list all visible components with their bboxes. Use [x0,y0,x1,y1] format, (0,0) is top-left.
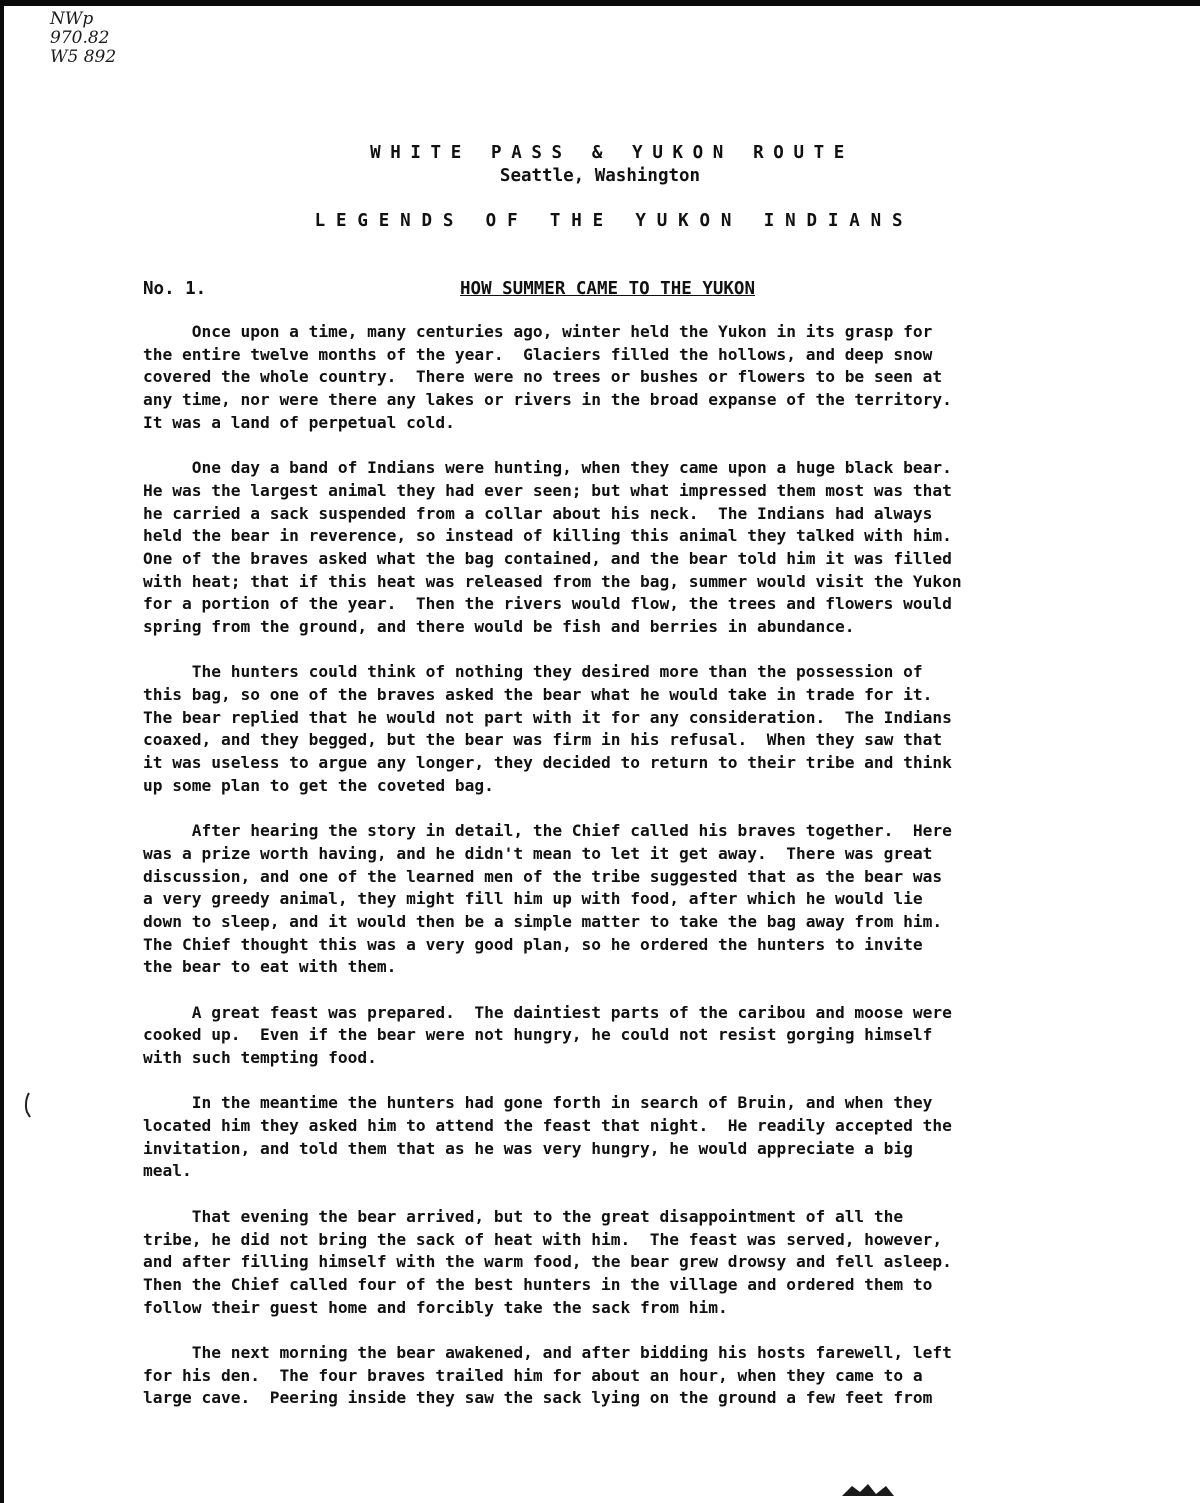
paragraph-6 [143,1092,1083,1183]
catalog-line-3: W5 892 [50,47,117,67]
text-line: The bear replied that he would not part with it for any consideration. The Indians [143,707,952,727]
scan-artifact-mark [24,1092,32,1118]
company-heading: WHITE PASS & YUKON ROUTE [370,143,854,163]
series-heading: LEGENDS OF THE YUKON INDIANS [314,211,914,231]
text-line: discussion, and one of the learned men of the tribe suggested that as the bear was [143,866,943,886]
text-line: the entire twelve months of the year. Glaciers filled the hollows, and deep snow [143,344,933,364]
text-line: with heat; that if this heat was released from the bag, summer would visit the Yukon [143,571,962,591]
text-line: a very greedy animal, they might fill him up with food, after which he would lie [143,889,923,909]
paragraph-2 [143,457,1083,639]
text-line: he carried a sack suspended from a collar about his neck. The Indians had always [143,503,933,523]
text-line: The Chief thought this was a very good plan, so he ordered the hunters to invite [143,934,923,954]
text-line: meal. [143,1161,192,1181]
text-line: He was the largest animal they had ever seen; but what impressed them most was that [143,480,952,500]
text-line: cooked up. Even if the bear were not hungry, he could not resist gorging himself [143,1025,933,1045]
text-line: held the bear in reverence, so instead of killing this animal they talked with him. [143,526,952,546]
scan-artifact-smudge [838,1480,898,1498]
text-line: for his den. The four braves trailed him for about an hour, when they came to a [143,1365,923,1385]
paragraph-3 [143,661,1083,797]
text-line: invitation, and told them that as he was very hungry, he would appreciate a big [143,1138,913,1158]
text-line: coaxed, and they begged, but the bear was firm in his refusal. When they saw that [143,730,943,750]
catalog-line-2: 970.82 [50,28,110,48]
text-line: The hunters could think of nothing they desired more than the possession of [143,662,923,682]
text-line: with such tempting food. [143,1048,377,1067]
scan-border-left [0,0,4,1503]
scan-border-top [0,0,1200,6]
text-line: up some plan to get the coveted bag. [143,775,494,795]
text-line: the bear to eat with them. [143,957,397,977]
text-line: any time, nor were there any lakes or rivers in the broad expanse of the territory. [143,390,952,410]
text-line: One day a band of Indians were hunting, when they came upon a huge black bear. [143,458,952,478]
city-heading: Seattle, Washington [499,166,701,186]
catalog-mark [50,10,116,67]
text-line: for a portion of the year. Then the rivers would flow, the trees and flowers would [143,594,952,614]
catalog-line-1: NWp [50,9,94,29]
text-line: this bag, so one of the braves asked the bear what he would take in trade for it. [143,685,933,704]
paragraph-5 [143,1002,1083,1070]
paragraph-8 [143,1342,1083,1410]
text-line: large cave. Peering inside they saw the sack lying on the ground a few feet from [143,1388,933,1408]
text-line: it was useless to argue any longer, they decided to return to their tribe and think [143,753,952,773]
text-line: was a prize worth having, and he didn't mean to let it get away. There was great [143,843,933,863]
text-line: Once upon a time, many centuries ago, winter held the Yukon in its grasp for [143,322,933,341]
story-number: No. 1. [143,279,207,299]
story-body [143,321,1083,1433]
paragraph-4 [143,820,1083,979]
text-line: After hearing the story in detail, the Chief called his braves together. Here [143,821,952,841]
story-title: HOW SUMMER CAME TO THE YUKON [460,279,756,299]
text-line: A great feast was prepared. The daintiest parts of the caribou and moose were [143,1002,952,1022]
text-line: spring from the ground, and there would be fish and berries in abundance. [143,616,855,636]
text-line: In the meantime the hunters had gone forth in search of Bruin, and when they [143,1093,933,1113]
text-line: That evening the bear arrived, but to the great disappointment of all the [143,1206,904,1226]
text-line: One of the braves asked what the bag contained, and the bear told him it was filled [143,548,952,568]
text-line: It was a land of perpetual cold. [143,412,455,432]
text-line: covered the whole country. There were no trees or bushes or flowers to be seen at [143,367,943,387]
text-line: and after filling himself with the warm food, the bear grew drowsy and fell asleep. [143,1252,952,1272]
paragraph-7 [143,1206,1083,1319]
text-line: Then the Chief called four of the best hunters in the village and ordered them to [143,1274,933,1294]
text-line: The next morning the bear awakened, and after bidding his hosts farewell, left [143,1342,952,1362]
text-line: follow their guest home and forcibly take the sack from him. [143,1297,728,1317]
paragraph-1 [143,321,1083,434]
text-line: located him they asked him to attend the feast that night. He readily accepted the [143,1116,952,1136]
text-line: down to sleep, and it would then be a simple matter to take the bag away from him. [143,911,943,931]
text-line: tribe, he did not bring the sack of heat with him. The feast was served, however, [143,1229,943,1249]
